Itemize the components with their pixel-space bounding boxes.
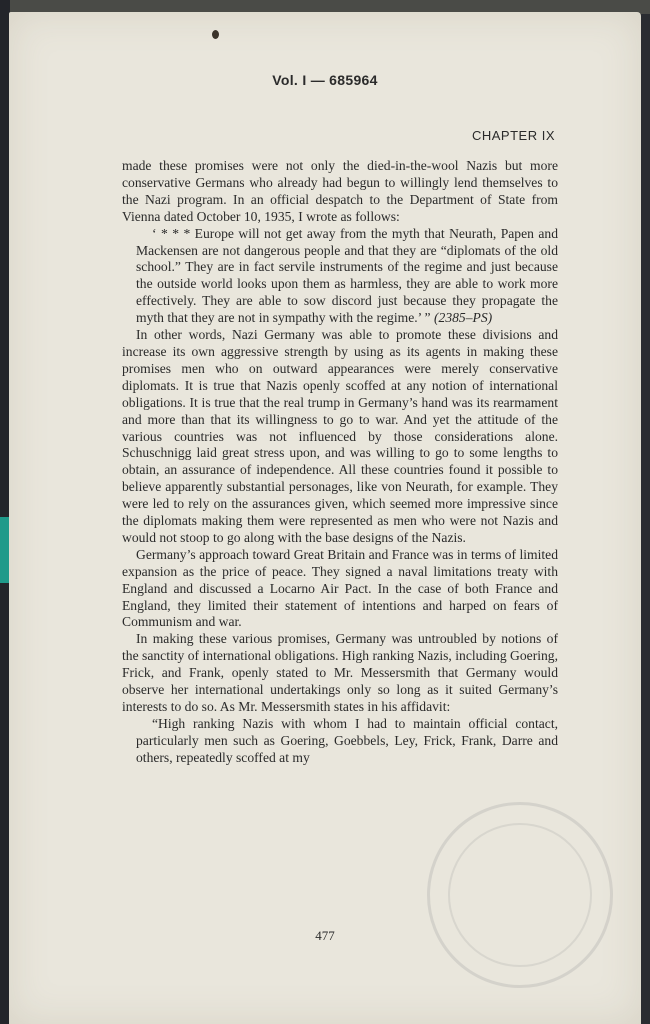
- pin-mark-icon: [212, 30, 219, 39]
- library-seal-inner-ring: [448, 823, 592, 967]
- block-quote: [136, 226, 558, 327]
- paragraph-3: Germany’s approach toward Great Britain and France was in terms of limited expansion as the price of peace. They signed a naval limitations treaty with England and discussed a Locarno Air Pact. In the case of both France and England, they limited their statement of intentions and harped on fears of Communism and war.: [122, 546, 558, 630]
- library-seal-watermark-icon: [427, 802, 613, 988]
- page-number: 477: [315, 928, 335, 943]
- chapter-heading: CHAPTER IX: [471, 128, 555, 143]
- running-head: Vol. I — 685964: [272, 72, 378, 88]
- document-page: [9, 12, 641, 1024]
- citation: (2385–PS): [434, 310, 493, 326]
- paragraph-2: In other words, Nazi Germany was able to promote these divisions and increase its own aggressive strength by using as its agents in making these promises men who on outward appearances were merely conservative diplomats. It is true that Nazis openly scoffed at any notion of international obligations. It is true that the real trump in Germany’s hand was its rearmament and more than that its willingness to go to war. And yet the attitude of the various countries was not influenced by those considerations alone. Schuschnigg laid great stress upon, and was willing to go to some lengths to obtain, an assurance of independence. All these countries found it possible to believe apparently substantial personages, like von Neurath, for example. They were led to rely on the assurances given, which seemed more impressive since the diplomats making them were represented as men who were not Nazis and would not stoop to go along with the base designs of the Nazis.: [122, 327, 558, 545]
- quote-text: ‘ * * * Europe will not get away from the myth that Neurath, Papen and Mackensen are not dangerous people and that they are “diplomats of the old school.” They are in fact servile instruments of the regime and just because the outside world looks upon them as harmless, they are able to work more effectively. They are able to sow discord just because they propagate the myth that they are not in sympathy with the regime.’ ”: [136, 225, 558, 326]
- paragraph-4: In making these various promises, Germany was untroubled by notions of the sanctity of international obligations. High ranking Nazis, including Goering, Frick, and Frank, openly stated to Mr. Messersmith that Germany would observe her international undertakings only so long as it suited Germany’s interests to do so. As Mr. Messersmith states in his affidavit:: [122, 631, 558, 714]
- paragraph-1: made these promises were not only the died-in-the-wool Nazis but more conservative Germans who already had begun to willingly lend themselves to the Nazi program. In an official despatch to the Department of State from Vienna dated October 10, 1935, I wrote as follows:: [122, 158, 558, 224]
- body-text: [122, 158, 558, 767]
- affidavit-quote: “High ranking Nazis with whom I had to maintain official contact, particularly men such as Goering, Goebbels, Ley, Frick, Frank, Darre and others, repeatedly scoffed at my: [136, 715, 558, 765]
